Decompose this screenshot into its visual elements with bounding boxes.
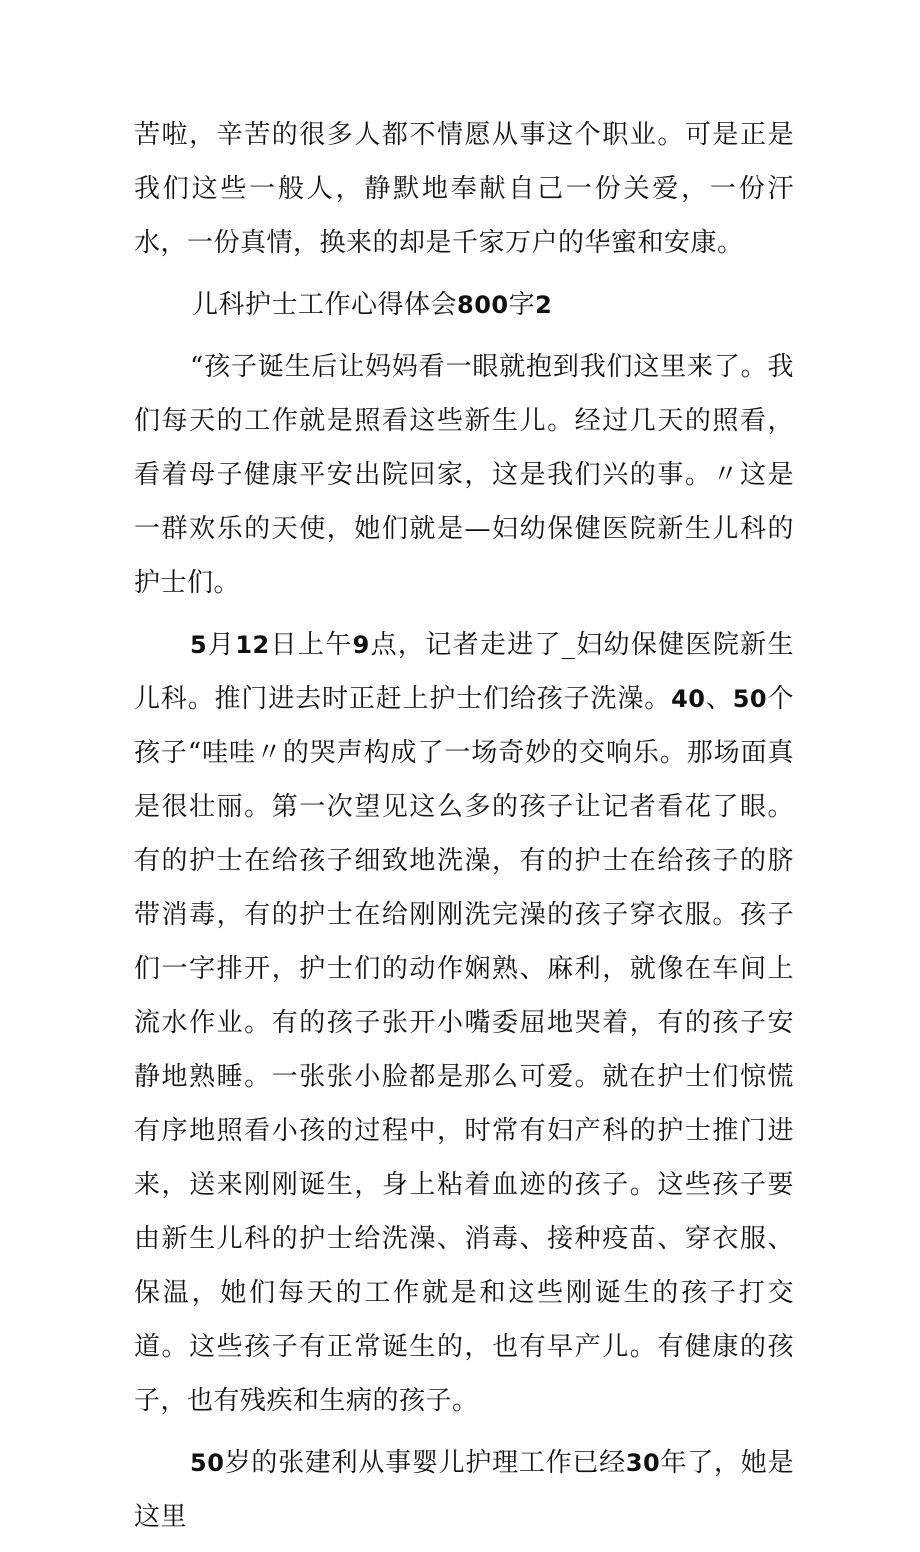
paragraph-zhang	[134, 1436, 794, 1544]
text-segment: 个孩子“哇哇〃的哭声构成了一场奇妙的交响乐。那场面真是很壮丽。第一次望见这么多的孩子让记者看花了眼。有的护士在给孩子细致地洗澡，有的护士在给孩子的脐带消毒，有的护士在给刚刚洗完澡的孩子穿衣服。孩子们一字排开，护士们的动作娴熟、麻利，就像在车间上流水作业。有的孩子张开小嘴委屈地哭着，有的孩子安静地熟睡。一张张小脸都是那么可爱。就在护士们惊慌有序地照看小孩的过程中，时常有妇产科的护士推门进来，送来刚刚诞生，身上粘着血迹的孩子。这些孩子要由新生儿科的护士给洗澡、消毒、接种疫苗、穿衣服、保温，她们每天的工作就是和这些刚诞生的孩子打交道。这些孩子有正常诞生的，也有早产儿。有健康的孩子，也有残疾和生病的孩子。	[134, 684, 794, 1416]
text-segment: 日上午	[269, 630, 353, 660]
section-heading	[192, 278, 794, 332]
paragraph-visit	[134, 618, 794, 1428]
date-day: 12	[235, 631, 270, 659]
age-number: 50	[190, 1449, 225, 1477]
heading-text: 儿科护士工作心得体会	[192, 290, 458, 320]
document-body	[134, 108, 794, 1552]
count-40: 40	[671, 685, 706, 713]
heading-number: 800	[457, 291, 509, 319]
text-segment: 岁的张建利从事婴儿护理工作已经	[224, 1448, 626, 1478]
text-segment: 、	[705, 684, 733, 714]
paragraph-continuation: 苦啦，辛苦的很多人都不情愿从事这个职业。可是正是我们这些一般人，静默地奉献自己一份关爱，一份汗水，一份真情，换来的却是千家万户的华蜜和安康。	[134, 120, 794, 258]
text-segment: 月	[207, 630, 236, 660]
date-month: 5	[190, 631, 208, 659]
years-number: 30	[625, 1449, 661, 1477]
count-50: 50	[732, 685, 768, 713]
text-segment: 年了，她是这里	[134, 1448, 794, 1532]
paragraph-quote: “孩子诞生后让妈妈看一眼就抱到我们这里来了。我们每天的工作就是照看这些新生儿。经过几天的照看，看着母子健康平安出院回家，这是我们兴的事。〃这是一群欢乐的天使，她们就是—妇幼保健医院新生儿科的护士们。	[134, 352, 794, 598]
time-hour: 9	[352, 631, 370, 659]
heading-suffix: 字	[508, 290, 536, 320]
text-segment: 点，记者走进了_妇幼保健医院新生儿科。推门进去时正赶上护士们给孩子洗澡。	[134, 630, 794, 714]
heading-index: 2	[535, 291, 553, 319]
